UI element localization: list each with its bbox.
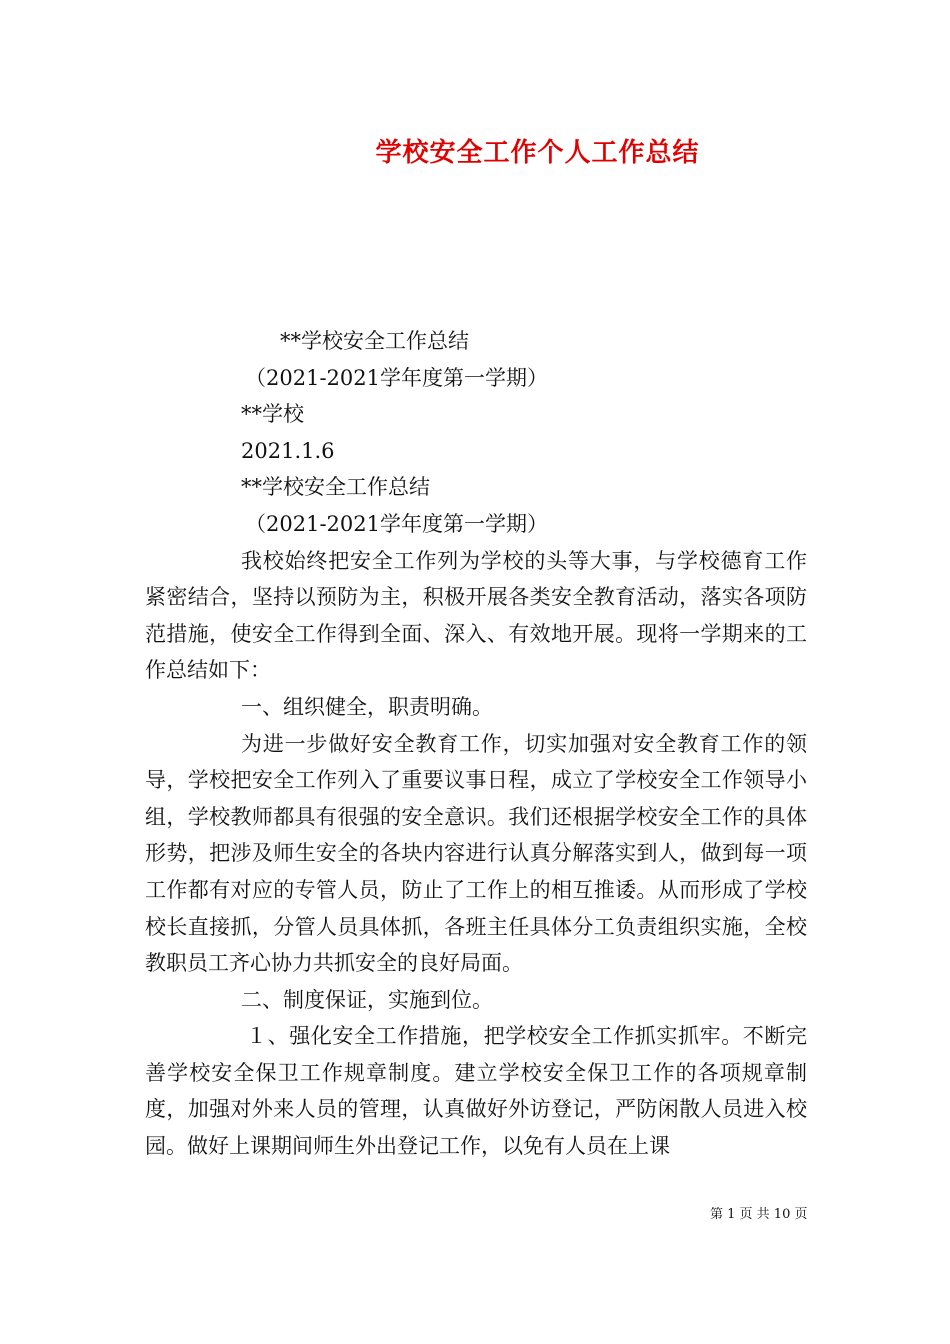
- heading-line: （2021-2021学年度第一学期）: [245, 511, 548, 536]
- heading-line: 2021.1.6: [241, 438, 335, 463]
- section-heading: 二、制度保证，实施到位。: [241, 987, 493, 1012]
- heading-line: **学校: [241, 402, 304, 427]
- section-heading: 一、组织健全，职责明确。: [241, 694, 493, 719]
- document-title: 学校安全工作个人工作总结: [375, 138, 700, 168]
- heading-line: （2021-2021学年度第一学期）: [245, 365, 548, 390]
- document-body: [145, 323, 807, 1165]
- intro-paragraph: 我校始终把安全工作列为学校的头等大事，与学校德育工作紧密结合，坚持以预防为主，积极开展各类安全教育活动，落实各项防范措施，使安全工作得到全面、深入、有效地开展。现将一学期来的工作总结如下：: [145, 548, 807, 683]
- heading-line: **学校安全工作总结: [280, 329, 469, 353]
- section-paragraph: １、强化安全工作措施，把学校安全工作抓实抓牢。不断完善学校安全保卫工作规章制度。建立学校安全保卫工作的各项规章制度，加强对外来人员的管理，认真做好外访登记，严防闲散人员进入校园。做好上课期间师生外出登记工作，以免有人员在上课: [145, 1024, 807, 1159]
- section-paragraph: 为进一步做好安全教育工作，切实加强对安全教育工作的领导，学校把安全工作列入了重要议事日程，成立了学校安全工作领导小组，学校教师都具有很强的安全意识。我们还根据学校安全工作的具体形势，把涉及师生安全的各块内容进行认真分解落实到人，做到每一项工作都有对应的专管人员，防止了工作上的相互推诿。从而形成了学校校长直接抓，分管人员具体抓，各班主任具体分工负责组织实施，全校教职员工齐心协力共抓安全的良好局面。: [145, 731, 807, 976]
- heading-line: **学校安全工作总结: [241, 475, 430, 500]
- page-number-footer: 第 1 页 共 10 页: [710, 1207, 808, 1222]
